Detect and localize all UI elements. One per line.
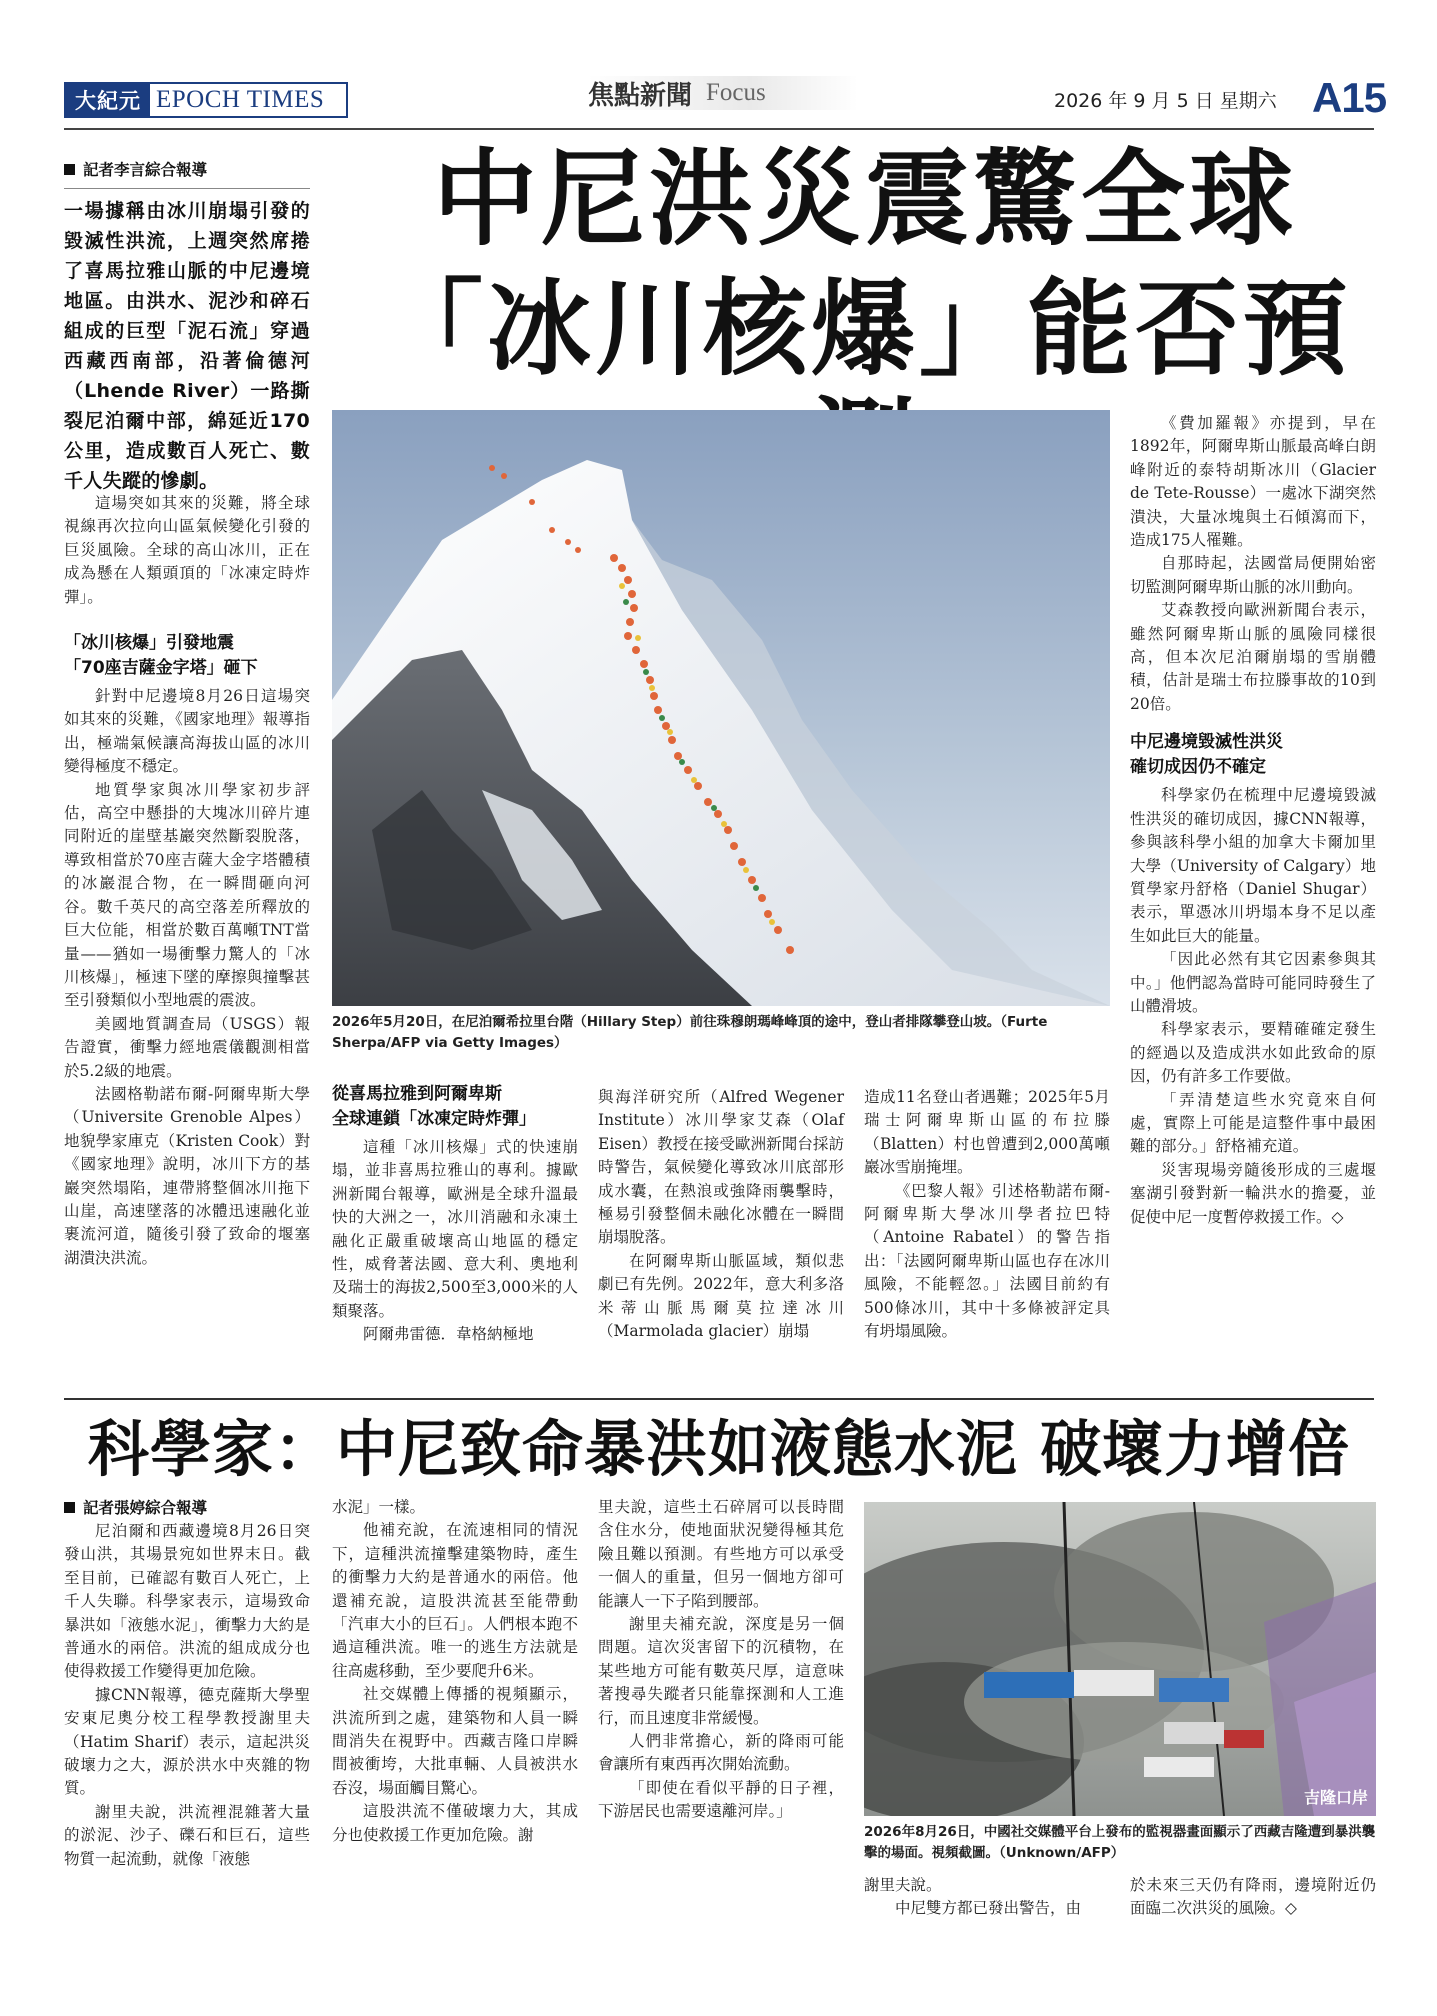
subheading-1-line-2: 「70座吉薩金字塔」砸下 — [64, 658, 258, 679]
byline-text: 記者李言綜合報導 — [83, 161, 208, 179]
flood-photo-image — [864, 1502, 1376, 1816]
paragraph: 《費加羅報》亦提到，早在1892年，阿爾卑斯山脈最高峰白朗峰附近的泰特胡斯冰川（Glacier de Tete-Rousse）一處冰下湖突然潰決，大量冰塊與土石傾瀉而下，造成175人罹難。 — [1130, 414, 1376, 550]
subheading-3 — [1130, 730, 1376, 780]
everest-photo-image — [332, 410, 1110, 1006]
paragraph: 災害現場旁隨後形成的三處堰塞湖引發對新一輪洪水的擔憂，並促使中尼一度暫停救援工作。◇ — [1130, 1160, 1376, 1226]
paragraph: 針對中尼邊境8月26日這場突如其來的災難，《國家地理》報導指出，極端氣候讓高海拔山區的冰川變得極度不穩定。 — [64, 687, 310, 776]
paragraph: 謝里夫補充說，深度是另一個問題。這次災害留下的沉積物，在某些地方可能有數英尺厚，這意味著搜尋失蹤者只能靠探測和人工進行，而且速度非常緩慢。 — [598, 1615, 844, 1727]
headline-line-2: 「冰川核爆」能否預 — [378, 268, 1351, 390]
byline-square-icon — [64, 1502, 75, 1513]
everest-photo-caption: 2026年5月20日，在尼泊爾希拉里台階（Hillary Step）前往珠穆朗瑪峰峰頂的途中，登山者排隊攀登山坡。（Furte Sherpa/AFP via Getty Images） — [332, 1014, 1048, 1051]
article1-column-4 — [864, 1086, 1110, 1343]
flood-photo-caption: 2026年8月26日，中國社交媒體平台上發布的監視器畫面顯示了西藏吉隆遭到暴洪襲擊的場面。視頻截圖。（Unknown/AFP） — [864, 1824, 1376, 1861]
subheading-2 — [332, 1082, 578, 1132]
paragraph: 社交媒體上傳播的視頻顯示，洪流所到之處，建築物和人員一瞬間消失在視野中。西藏吉隆口岸瞬間被衝垮，大批車輛、人員被洪水吞沒，場面觸目驚心。 — [332, 1685, 578, 1797]
everest-photo — [332, 410, 1110, 1006]
paragraph: 這場突如其來的災難，將全球視線再次拉向山區氣候變化引發的巨災風險。全球的高山冰川，正在成為懸在人類頭頂的「冰凍定時炸彈」。 — [64, 494, 310, 606]
subheading-3-line-2: 確切成因仍不確定 — [1130, 757, 1266, 778]
article2-headline: 科學家：中尼致命暴洪如液態水泥 破壞力增倍 — [87, 1414, 1351, 1485]
article2-byline — [64, 1496, 310, 1518]
paragraph: 謝里夫說，洪流裡混雜著大量的淤泥、沙子、礫石和巨石，這些物質一起流動，就像「液態 — [64, 1802, 310, 1868]
paragraph: 於未來三天仍有降雨，邊境附近仍面臨二次洪災的風險。◇ — [1130, 1876, 1376, 1918]
flood-photo-watermark: 吉隆口岸 — [1303, 1788, 1368, 1807]
article1-lede: 一場據稱由冰川崩塌引發的毀滅性洪流，上週突然席捲了喜馬拉雅山脈的中尼邊境地區。由洪水、泥沙和碎石組成的巨型「泥石流」穿過西藏西南部，沿著倫德河（Lhende River）一路撕裂尼泊爾中部，綿延近170公里，造成數百人死亡、數千人失蹤的慘劇。 — [64, 200, 310, 492]
byline-square-icon — [64, 164, 75, 175]
logo-english: EPOCH TIMES — [156, 86, 325, 113]
header-rule — [64, 128, 1374, 130]
article2-column-2 — [332, 1496, 578, 1847]
paragraph: 地質學家與冰川學家初步評估，高空中懸掛的大塊冰川碎片連同附近的崖壁基巖突然斷裂脫落，導致相當於70座吉薩大金字塔體積的冰巖混合物，在一瞬間砸向河谷。數千英尺的高空落差所釋放的巨大位能，相當於數百萬噸TNT當量——猶如一場衝擊力驚人的「冰川核爆」，極速下墜的摩擦與撞擊甚至引發類似小型地震的震波。 — [64, 780, 310, 1010]
article2-byline-wrap — [64, 1496, 310, 1518]
paragraph: 與海洋研究所（Alfred Wegener Institute）冰川學家艾森（Olaf Eisen）教授在接受歐洲新聞台採訪時警告，氣候變化導致冰川底部形成水囊，在熱浪或強降雨襲擊時，極易引發整個未融化冰體在一瞬間崩塌脫落。 — [598, 1088, 844, 1247]
paragraph: 他補充說，在流速相同的情況下，這種洪流撞擊建築物時，產生的衝擊力大約是普通水的兩倍。他還補充說，這股洪流甚至能帶動「汽車大小的巨石」。人們根本跑不過這種洪流。唯一的逃生方法就是往高處移動，至少要爬升6米。 — [332, 1521, 578, 1680]
paragraph: 謝里夫說。 — [864, 1876, 942, 1894]
paragraph: 中尼雙方都已發出警告，由 — [895, 1899, 1082, 1918]
article2-column-4 — [864, 1874, 1110, 1921]
epoch-times-logo — [64, 82, 348, 118]
paragraph: 里夫說，這些土石碎屑可以長時間含住水分，使地面狀況變得極其危險且難以預測。有些地方可以承受一個人的重量，但另一個地方卻可能讓人一下子陷到腰部。 — [598, 1498, 844, 1610]
paragraph: 科學家仍在梳理中尼邊境毀滅性洪災的確切成因，據CNN報導，參與該科學小組的加拿大卡爾加里大學（University of Calgary）地質學家丹舒格（Daniel Shugar）表示，單憑冰川坍塌本身不足以產生如此巨大的能量。 — [1130, 786, 1376, 945]
article1-column-1 — [64, 158, 310, 189]
article2-column-5 — [1130, 1874, 1376, 1921]
article2-column-3 — [598, 1496, 844, 1824]
flood-photo — [864, 1502, 1376, 1816]
paragraph: 水泥」一樣。 — [332, 1498, 426, 1516]
section-title-english: Focus — [706, 79, 766, 106]
article1-column-3 — [598, 1086, 844, 1343]
issue-date: 2026 年 9 月 5 日 星期六 — [1054, 90, 1277, 112]
paragraph: 這股洪流不僅破壞力大，其成分也使救援工作更加危險。謝 — [332, 1802, 578, 1844]
section-title-chinese: 焦點新聞 — [588, 80, 693, 111]
paragraph: 據CNN報導，德克薩斯大學聖安東尼奧分校工程學教授謝里夫（Hatim Sharif）表示，這起洪災破壞力之大，源於洪水中夾雜的物質。 — [64, 1685, 310, 1798]
subheading-1-line-1: 「冰川核爆」引發地震 — [64, 633, 234, 654]
article1-byline — [64, 158, 310, 180]
paragraph: 艾森教授向歐洲新聞台表示，雖然阿爾卑斯山脈的風險同樣很高，但本次尼泊爾崩塌的雪崩體積，估計是瑞士布拉滕事故的10到20倍。 — [1130, 601, 1376, 713]
paragraph: 「弄清楚這些水究竟來自何處，實際上可能是這整件事中最困難的部分。」舒格補充道。 — [1130, 1090, 1376, 1156]
subheading-2-line-2: 全球連鎖「冰凍定時炸彈」 — [332, 1109, 536, 1129]
article1-column-1-body — [64, 492, 310, 1270]
headline-line-1: 中尼洪災震驚全球 — [432, 138, 1297, 260]
byline-text: 記者張婷綜合報導 — [83, 1499, 208, 1517]
logo-chinese: 大紀元 — [66, 84, 150, 116]
paragraph: 自那時起，法國當局便開始密切監測阿爾卑斯山脈的冰川動向。 — [1130, 554, 1376, 596]
page-number: A15 — [1312, 74, 1387, 121]
subheading-3-line-1: 中尼邊境毀滅性洪災 — [1130, 732, 1283, 753]
paragraph: 法國格勒諾布爾-阿爾卑斯大學（Universite Grenoble Alpes）地貌學家庫克（Kristen Cook）對《國家地理》說明，冰川下方的基巖突然塌陷，連帶將整個冰川拖下山崖，高速墜落的冰體迅速融化並裹流河道，隨後引發了致命的堰塞湖潰決洪流。 — [64, 1084, 310, 1267]
paragraph: 美國地質調查局（USGS）報告證實，衝擊力經地震儀觀測相當於5.2級的地震。 — [64, 1014, 310, 1080]
article-divider — [64, 1398, 1374, 1400]
paragraph: 人們非常擔心，新的降雨可能會讓所有東西再次開始流動。 — [598, 1732, 844, 1774]
section-banner — [588, 76, 858, 110]
subheading-1 — [64, 631, 310, 681]
paragraph: 「因此必然有其它因素參與其中。」他們認為當時可能同時發生了山體滑坡。 — [1130, 950, 1376, 1015]
article2-column-1 — [64, 1520, 310, 1871]
paragraph: 「即使在看似平靜的日子裡，下游居民也需要遠離河岸。」 — [598, 1778, 844, 1821]
paragraph: 造成11名登山者遇難；2025年5月瑞士阿爾卑斯山區的布拉滕（Blatten）村也曾遭到2,000萬噸巖冰雪崩掩埋。 — [864, 1088, 1110, 1177]
article1-column-2 — [332, 1082, 578, 1347]
paragraph: 在阿爾卑斯山脈區域，類似悲劇已有先例。2022年，意大利多洛米蒂山脈馬爾莫拉達冰川（Marmolada glacier）崩塌 — [598, 1251, 844, 1341]
byline-rule — [64, 188, 310, 189]
article1-column-5 — [1130, 412, 1376, 1229]
paragraph: 《巴黎人報》引述格勒諾布爾-阿爾卑斯大學冰川學者拉巴特（Antoine Rabatel）的警告指出：「法國阿爾卑斯山區也存在冰川風險，不能輕忽。」法國目前約有500條冰川，其中十多條被評定具有坍塌風險。 — [864, 1181, 1110, 1341]
subheading-2-line-1: 從喜馬拉雅到阿爾卑斯 — [332, 1084, 502, 1104]
paragraph: 這種「冰川核爆」式的快速崩塌，並非喜馬拉雅山的專利。據歐洲新聞台報導，歐洲是全球升溫最快的大洲之一，冰川消融和永凍土融化正嚴重破壞高山地區的穩定性，威脅著法國、意大利、奧地利及瑞士的海拔2,500至3,000米的人類聚落。 — [332, 1138, 578, 1320]
paragraph: 科學家表示，要精確確定發生的經過以及造成洪水如此致命的原因，仍有許多工作要做。 — [1130, 1020, 1376, 1086]
paragraph: 尼泊爾和西藏邊境8月26日突發山洪，其場景宛如世界末日。截至目前，已確認有數百人死亡，上千人失聯。科學家表示，這場致命暴洪如「液態水泥」，衝擊力大約是普通水的兩倍。洪流的組成成分也使得救援工作變得更加危險。 — [64, 1522, 310, 1681]
paragraph: 阿爾弗雷德．韋格納極地 — [363, 1325, 534, 1344]
